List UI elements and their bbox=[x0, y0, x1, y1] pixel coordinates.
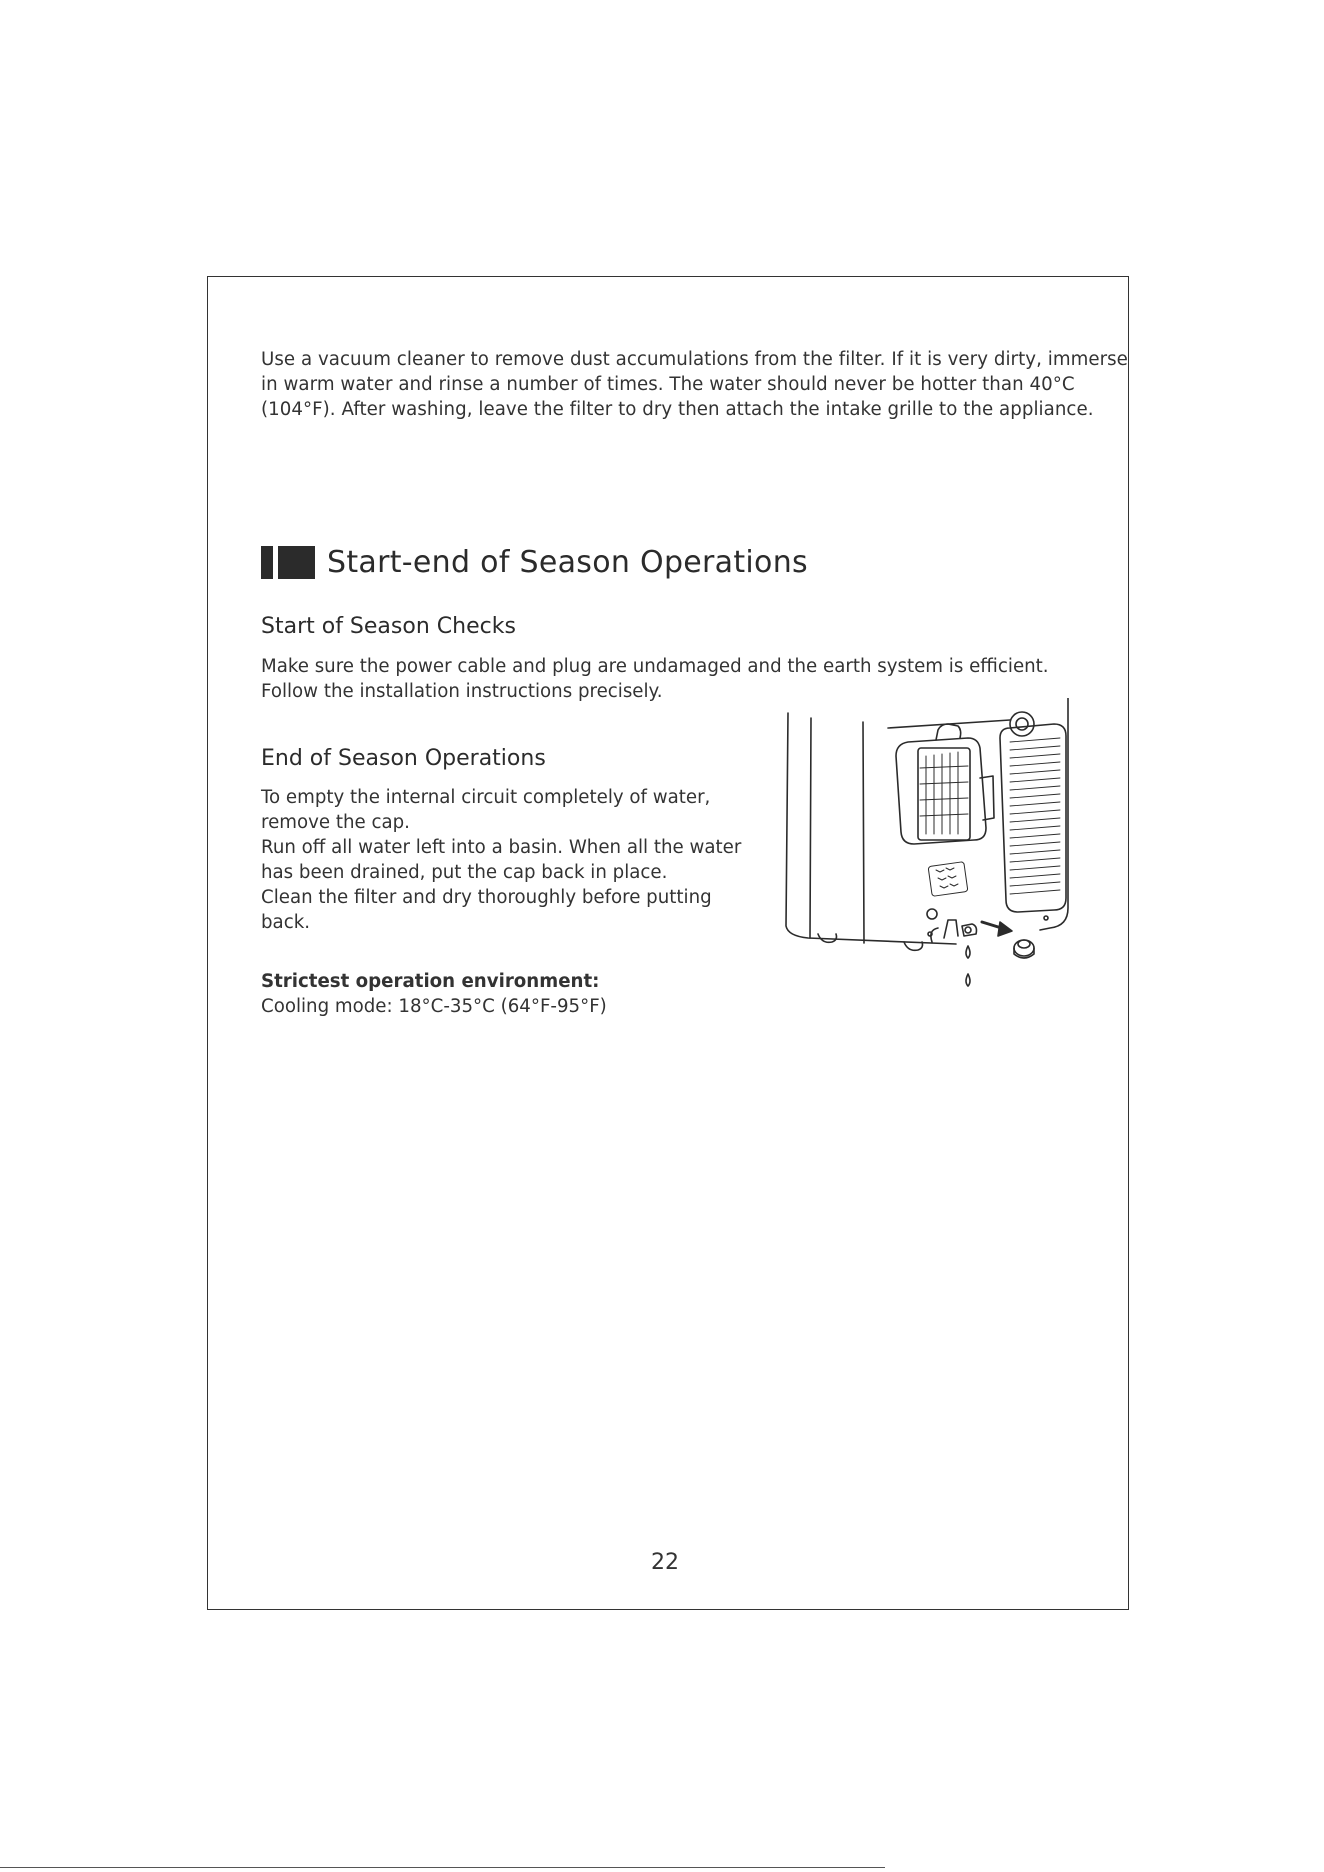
environment-value: Cooling mode: 18°C-35°C (64°F-95°F) bbox=[261, 996, 607, 1017]
start-season-line: Make sure the power cable and plug are undamaged and the earth system is efficient. bbox=[261, 656, 1049, 677]
end-season-line: Run off all water left into a basin. When all the water bbox=[261, 837, 742, 858]
end-season-line: back. bbox=[261, 912, 311, 933]
start-season-line: Follow the installation instructions precisely. bbox=[261, 681, 663, 702]
environment-label: Strictest operation environment: bbox=[261, 971, 600, 992]
section-title: Start-end of Season Operations bbox=[327, 544, 808, 580]
intro-line: in warm water and rinse a number of times. The water should never be hotter than 40°C bbox=[261, 374, 1075, 395]
intro-line: (104°F). After washing, leave the filter to dry then attach the intake grille to the appliance. bbox=[261, 399, 1094, 420]
section-heading bbox=[261, 542, 808, 582]
intro-line: Use a vacuum cleaner to remove dust accumulations from the filter. If it is very dirty, immerse bbox=[261, 349, 1128, 370]
start-season-text bbox=[261, 654, 1049, 704]
heading-marker-icon bbox=[261, 546, 315, 579]
bottom-edge-line bbox=[0, 1867, 885, 1868]
end-season-heading: End of Season Operations bbox=[261, 746, 546, 771]
intro-paragraph bbox=[261, 347, 1128, 422]
end-season-text bbox=[261, 785, 741, 935]
air-conditioner-drain-illustration bbox=[778, 698, 1078, 998]
start-season-heading: Start of Season Checks bbox=[261, 614, 516, 639]
page-number: 22 bbox=[651, 1550, 679, 1575]
end-season-line: remove the cap. bbox=[261, 812, 410, 833]
end-season-line: Clean the filter and dry thoroughly before putting bbox=[261, 887, 712, 908]
end-season-line: To empty the internal circuit completely of water, bbox=[261, 787, 711, 808]
end-season-line: has been drained, put the cap back in place. bbox=[261, 862, 668, 883]
